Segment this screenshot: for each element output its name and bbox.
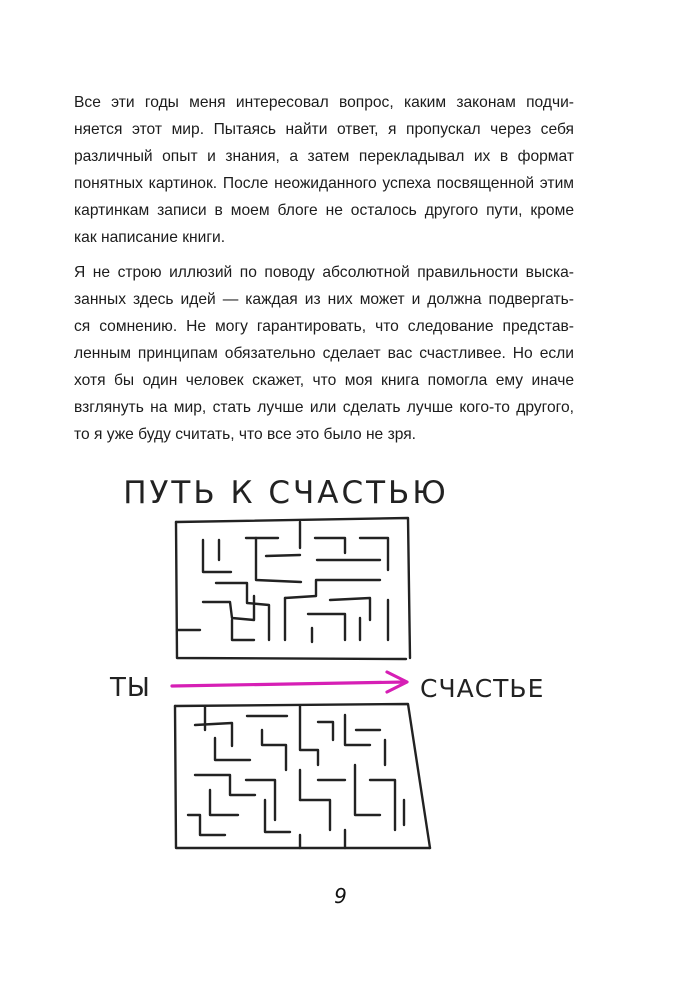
maze-bottom: [175, 704, 430, 848]
text-line: понятных картинок. После неожиданного успеха посвященной этим: [74, 175, 574, 192]
text-line: Все эти годы меня интересовал вопрос, каким законам подчи-: [74, 94, 574, 111]
illustration-title: ПУТЬ К СЧАСТЬЮ: [123, 475, 449, 511]
text-line: ся сомнению. Не могу гарантировать, что следование представ-: [74, 318, 574, 335]
start-label: ТЫ: [110, 673, 151, 703]
text-line: ленным принципам обязательно сделает вас счастливее. Но если: [74, 345, 574, 362]
text-line: то я уже буду считать, что все это было не зря.: [74, 426, 416, 443]
path-arrow: [172, 672, 407, 692]
text-line: няется этот мир. Пытаясь найти ответ, я пропускал через себя: [74, 121, 574, 138]
page-number: 9: [334, 884, 347, 908]
text-line: хотя бы один человек скажет, что моя книга помогла ему иначе: [74, 372, 574, 389]
end-label: СЧАСТЬЕ: [420, 674, 545, 703]
text-line: Я не строю иллюзий по поводу абсолютной правильности выска-: [74, 264, 574, 281]
maze-top: [176, 518, 410, 659]
text-line: различный опыт и знания, а затем перекладывал их в формат: [74, 148, 574, 165]
text-line: как написание книги.: [74, 229, 226, 246]
text-line: взглянуть на мир, стать лучше или сделать лучше кого-то другого,: [74, 399, 574, 416]
text-line: занных здесь идей — каждая из них может и должна подвергать-: [74, 291, 574, 308]
text-line: картинкам записи в моем блоге не осталось другого пути, кроме: [74, 202, 574, 219]
